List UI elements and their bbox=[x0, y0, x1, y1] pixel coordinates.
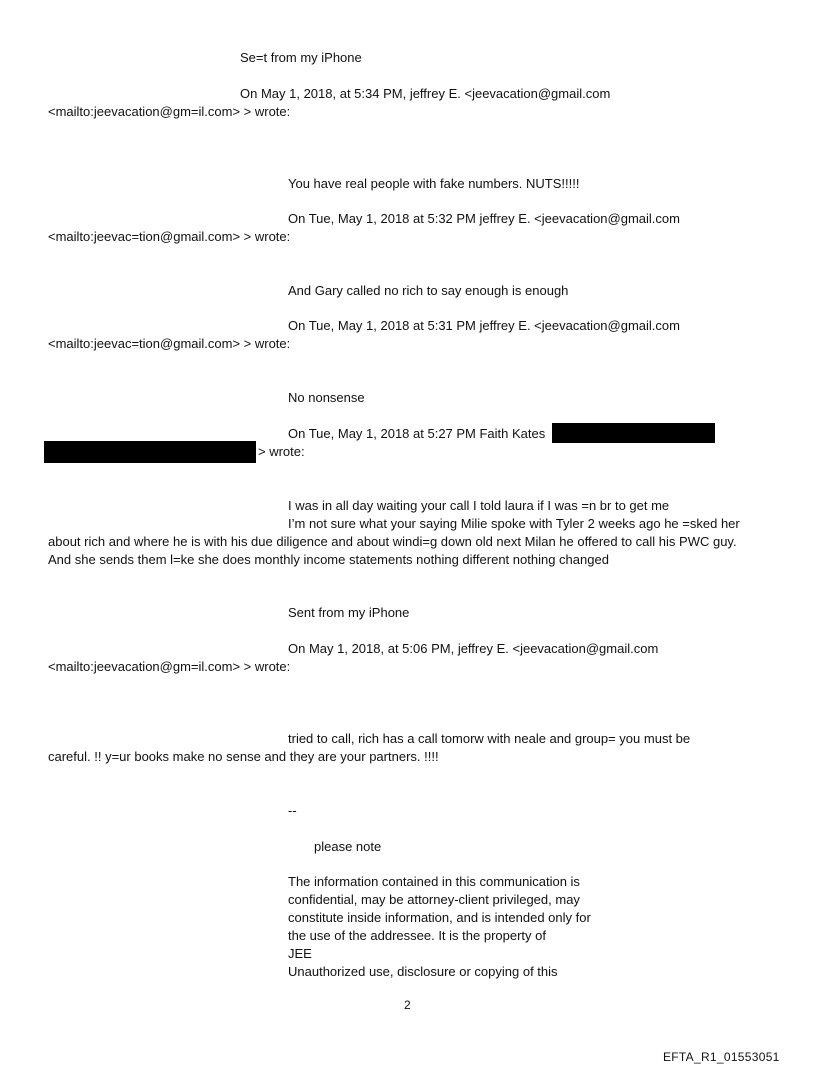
disclaimer-line-6: Unauthorized use, disclosure or copying of this bbox=[288, 964, 558, 979]
message-4-line-2: I’m not sure what your saying Milie spoke with Tyler 2 weeks ago he =sked her bbox=[288, 516, 740, 531]
document-id: EFTA_R1_01553051 bbox=[663, 1050, 780, 1064]
reply-header-5-mailto: <mailto:jeevacation@gm=il.com> > wrote: bbox=[48, 659, 291, 674]
message-5-line-2: careful. !! y=ur books make no sense and they are your partners. !!!! bbox=[48, 749, 439, 764]
sent-from-iphone-2: Sent from my iPhone bbox=[288, 605, 410, 620]
please-note: please note bbox=[314, 839, 382, 854]
reply-header-4-wrote: > wrote: bbox=[258, 444, 305, 459]
disclaimer-line-3: constitute inside information, and is intended only for bbox=[288, 910, 591, 925]
reply-header-3: On Tue, May 1, 2018 at 5:31 PM jeffrey E. <jeevacation@gmail.com bbox=[288, 318, 680, 333]
message-4-line-1: I was in all day waiting your call I told laura if I was =n br to get me bbox=[288, 498, 670, 513]
message-5-line-1: tried to call, rich has a call tomorw with neale and group= you must be bbox=[288, 731, 691, 746]
reply-header-1: On May 1, 2018, at 5:34 PM, jeffrey E. <jeevacation@gmail.com bbox=[240, 86, 611, 101]
reply-header-2: On Tue, May 1, 2018 at 5:32 PM jeffrey E. <jeevacation@gmail.com bbox=[288, 211, 680, 226]
message-1: You have real people with fake numbers. NUTS!!!!! bbox=[288, 176, 580, 191]
disclaimer-line-2: confidential, may be attorney-client privileged, may bbox=[288, 892, 580, 907]
message-2: And Gary called no rich to say enough is enough bbox=[288, 283, 569, 298]
disclaimer-line-5: JEE bbox=[288, 946, 312, 961]
reply-header-2-mailto: <mailto:jeevac=tion@gmail.com> > wrote: bbox=[48, 229, 291, 244]
redaction-bar bbox=[44, 441, 256, 463]
message-4-line-3: about rich and where he is with his due diligence and about windi=g down old next Milan he offered to call his PWC guy. bbox=[48, 534, 737, 549]
reply-header-1-mailto: <mailto:jeevacation@gm=il.com> > wrote: bbox=[48, 104, 291, 119]
page-number: 2 bbox=[404, 998, 411, 1012]
reply-header-4: On Tue, May 1, 2018 at 5:27 PM Faith Kates bbox=[288, 426, 546, 441]
reply-header-3-mailto: <mailto:jeevac=tion@gmail.com> > wrote: bbox=[48, 336, 291, 351]
message-3: No nonsense bbox=[288, 390, 365, 405]
sent-from-iphone-1: Se=t from my iPhone bbox=[240, 50, 362, 65]
redaction-bar bbox=[552, 423, 715, 443]
disclaimer-line-4: the use of the addressee. It is the property of bbox=[288, 928, 546, 943]
disclaimer-line-1: The information contained in this communication is bbox=[288, 874, 580, 889]
message-4-line-4: And she sends them l=ke she does monthly income statements nothing different nothing changed bbox=[48, 552, 609, 567]
signature-separator: -- bbox=[288, 803, 297, 818]
reply-header-5: On May 1, 2018, at 5:06 PM, jeffrey E. <jeevacation@gmail.com bbox=[288, 641, 659, 656]
